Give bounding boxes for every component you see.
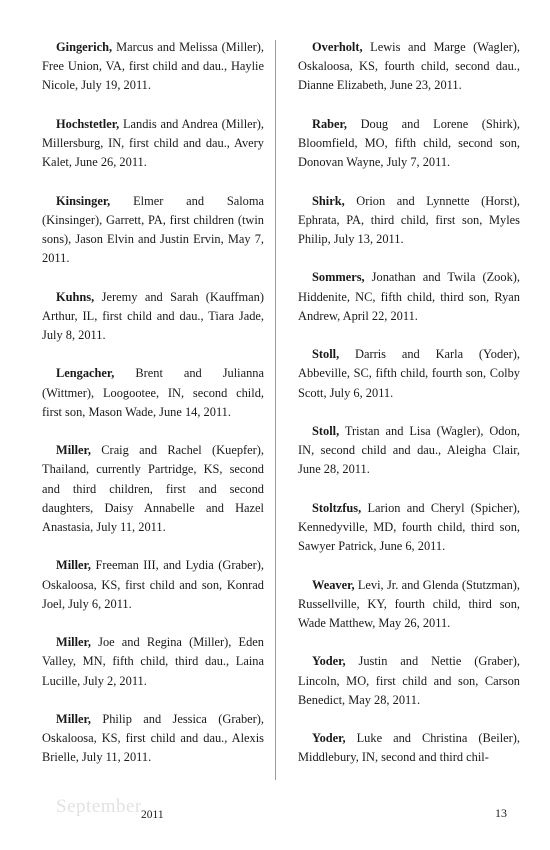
entry-text: Justin and Nettie (Graber), Lincoln, MO, first child and son, Carson Benedict, May 28, 2011. [298, 654, 520, 707]
birth-entry [298, 729, 520, 767]
family-name: Yoder, [312, 654, 346, 669]
birth-entry [42, 192, 264, 269]
footer-year: 2011 [141, 809, 164, 821]
birth-entry [298, 268, 520, 326]
entry-text: Lewis and Marge (Wagler), Oskaloosa, KS, fourth child, second dau., Dianne Elizabeth, June 23, 2011. [298, 40, 520, 93]
family-name: Gingerich, [56, 40, 113, 54]
entry-text: Levi, Jr. and Glenda (Stutzman), Russellville, KY, fourth child, third son, Wade Matthew, May 26, 2011. [298, 577, 520, 630]
birth-entry [298, 345, 520, 403]
birth-entry [42, 710, 264, 768]
entry-text: Larion and Cheryl (Spicher), Kennedyville, MD, fourth child, third son, Sawyer Patrick, June 6, 2011. [298, 500, 520, 554]
family-name: Miller, [56, 711, 91, 726]
birth-entry [298, 652, 520, 710]
birth-entry [42, 441, 264, 537]
family-name: Kinsinger, [56, 193, 111, 208]
entry-text: Elmer and Saloma (Kinsinger), Garrett, PA, first children (twin sons), Jason Elvin and Justin Ervin, May 7, 2011. [42, 193, 264, 266]
family-name: Shirk, [312, 193, 345, 208]
family-name: Miller, [56, 635, 91, 650]
entry-text: Landis and Andrea (Miller), Millersburg, IN, first child and dau., Avery Kalet, June 26, 2011. [42, 116, 264, 170]
entry-text: Darris and Karla (Yoder), Abbeville, SC, fifth child, fourth son, Colby Scott, July 6, 2011. [298, 347, 520, 400]
birth-entry [42, 115, 264, 173]
birth-entry [42, 288, 264, 346]
family-name: Kuhns, [56, 289, 95, 304]
birth-entry [298, 499, 520, 557]
birth-entry [298, 422, 520, 480]
birth-entry [42, 556, 264, 614]
family-name: Overholt, [312, 40, 363, 54]
entry-text: Orion and Lynnette (Horst), Ephrata, PA, third child, first son, Myles Philip, July 13, 2011. [298, 193, 520, 246]
entry-text: Doug and Lorene (Shirk), Bloomfield, MO, fifth child, second son, Donovan Wayne, July 7, 2011. [298, 116, 520, 170]
family-name: Stoll, [312, 423, 340, 438]
entry-text: Joe and Regina (Miller), Eden Valley, MN, fifth child, third dau., Laina Lucille, July 2, 2011. [42, 635, 264, 688]
birth-entry [298, 192, 520, 250]
entry-text: Tristan and Lisa (Wagler), Odon, IN, second child and dau., Aleigha Clair, June 28, 2011. [298, 423, 520, 477]
left-column [42, 38, 264, 787]
entry-text: Jonathan and Twila (Zook), Hiddenite, NC, fifth child, third son, Ryan Andrew, April 22, 2011. [298, 270, 520, 323]
family-name: Lengacher, [56, 366, 115, 381]
family-name: Hochstetler, [56, 116, 120, 131]
family-name: Raber, [312, 116, 347, 131]
family-name: Weaver, [312, 577, 355, 592]
birth-entry [42, 38, 264, 96]
entry-text: Brent and Julianna (Wittmer), Loogootee, IN, second child, first son, Mason Wade, June 14, 2011. [42, 366, 264, 419]
family-name: Miller, [56, 558, 91, 573]
birth-entry [298, 576, 520, 634]
entry-text: Marcus and Melissa (Miller), Free Union, VA, first child and dau., Haylie Nicole, July 19, 2011. [42, 40, 264, 93]
birth-entry [298, 115, 520, 173]
entry-text: Philip and Jessica (Graber), Oskaloosa, KS, first child and dau., Alexis Brielle, July 11, 2011. [42, 711, 264, 765]
birth-entry [42, 364, 264, 422]
entry-text: Freeman III, and Lydia (Graber), Oskaloosa, KS, first child and son, Konrad Joel, July 6, 2011. [42, 558, 264, 611]
entry-text: Craig and Rachel (Kuepfer), Thailand, currently Partridge, KS, second and third children, first and second daughters, Daisy Annabelle and Hazel Anastasia, July 11, 2011. [42, 443, 264, 534]
right-column [298, 38, 520, 787]
footer-month-watermark: September [56, 796, 142, 817]
family-name: Sommers, [312, 270, 365, 285]
family-name: Stoltzfus, [312, 500, 362, 515]
entry-text: Luke and Christina (Beiler), Middlebury, IN, second and third chil- [298, 731, 520, 765]
entry-text: Jeremy and Sarah (Kauffman) Arthur, IL, first child and dau., Tiara Jade, July 8, 2011. [42, 289, 264, 342]
birth-entry [298, 38, 520, 96]
birth-entry [42, 633, 264, 691]
family-name: Miller, [56, 443, 91, 458]
page-number: 13 [495, 806, 507, 820]
column-divider [275, 40, 276, 780]
family-name: Stoll, [312, 347, 340, 362]
family-name: Yoder, [312, 731, 346, 746]
